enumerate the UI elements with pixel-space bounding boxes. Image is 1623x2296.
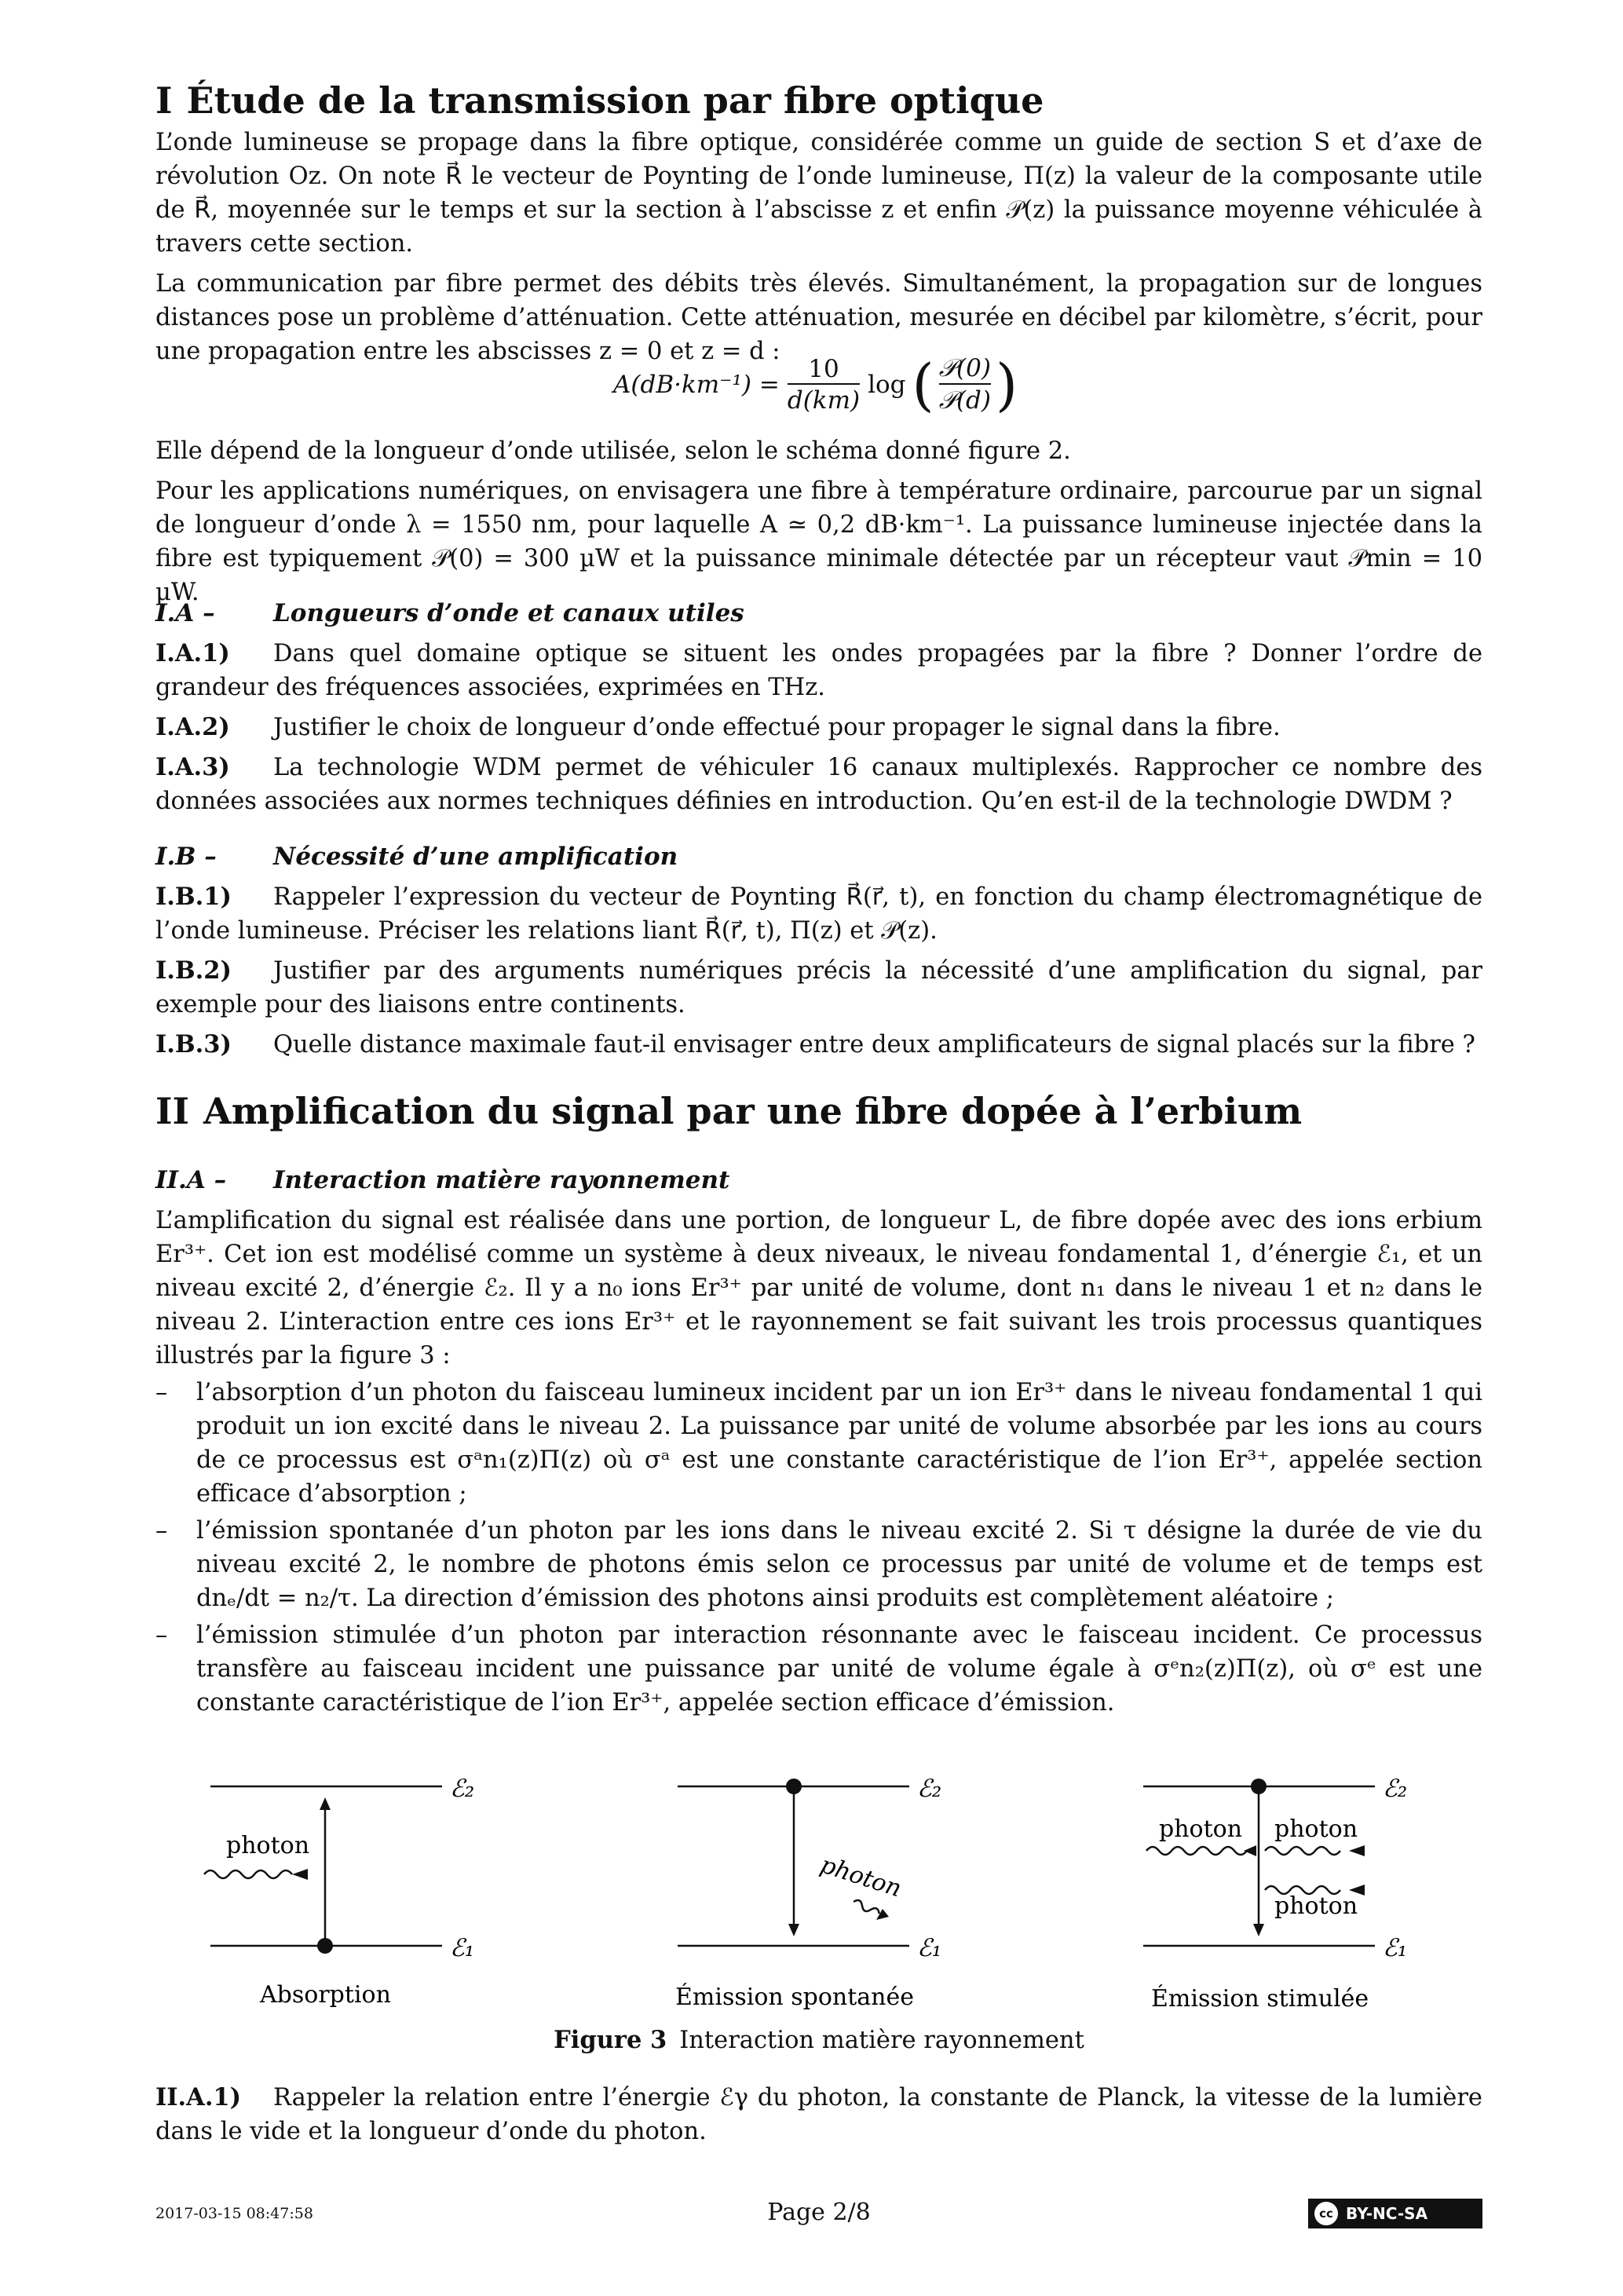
- process-list: [155, 1376, 1482, 1720]
- process-spontaneous: – l’émission spontanée d’un photon par les ions dans le niveau excité 2. Si τ désigne la durée de vie du niveau excité 2, le nombre de photons émis selon ce processus par unité de volume et de temps est dnₑ/dt = n₂/τ. La direction d’émission des photons ainsi produits est complètement aléatoire ;: [155, 1517, 1482, 1612]
- process-absorption: – l’absorption d’un photon du faisceau lumineux incident par un ion Er³⁺ dans le niveau fondamental 1 qui produit un ion excité dans le niveau 2. La puissance par unité de volume absorbée par les ions au cours de ce processus est σᵃn₁(z)Π(z) où σᵃ est une constante caractéristique de l’ion Er³⁺, appelée section efficace d’absorption ;: [155, 1379, 1482, 1508]
- paragraph-figure-ref: Elle dépend de la longueur d’onde utilisée, selon le schéma donné figure 2.: [155, 437, 1071, 465]
- section-2: [155, 1088, 1482, 1135]
- level-e2-label: ℰ₂: [450, 1775, 475, 1803]
- equation-log: log: [868, 371, 906, 399]
- stimulated-emission-diagram: [1143, 1775, 1407, 2013]
- spontaneous-label: Émission spontanée: [675, 1983, 914, 2011]
- figure-3-diagram: [155, 1763, 1482, 2022]
- equation-fraction-2: 𝒫(0) 𝒫(d): [938, 354, 991, 415]
- svg-text:ℰ₂: ℰ₂: [1383, 1775, 1408, 1803]
- svg-text:ℰ₁: ℰ₁: [1383, 1934, 1408, 1962]
- section-2-heading: II Amplification du signal par une fibre dopée à l’erbium: [155, 1090, 1303, 1132]
- absorption-diagram: [204, 1775, 474, 2009]
- section-1-body: [155, 126, 1482, 368]
- attenuation-equation: A(dB·km⁻¹) = $\frac{10}{d(km)}$ log ( 𝒫(0) 𝒫(d) ): [613, 352, 1018, 418]
- subsection-IB: [155, 840, 1482, 1062]
- photon-label-rotated: photon: [817, 1851, 905, 1903]
- absorption-label: Absorption: [260, 1981, 391, 2009]
- subsection-IB-heading: I.B – Nécessité d’une amplification: [155, 843, 678, 871]
- figure-3-caption: [155, 2026, 1482, 2054]
- subsection-IIA: [155, 1164, 1482, 1723]
- photon-label: photon: [226, 1832, 310, 1859]
- process-stimulated: – l’émission stimulée d’un photon par interaction résonnante avec le faisceau incident. Ce processus transfère au faisceau incident une puissance par unité de volume égale à σᵉn₂(z)Π(z), où σᵉ est une constante caractéristique de l’ion Er³⁺, appelée section efficace d’émission.: [155, 1621, 1482, 1717]
- caption-label: Figure 3: [554, 2026, 667, 2054]
- subsection-IIA-heading: II.A – Interaction matière rayonnement: [155, 1166, 730, 1194]
- section-1: [155, 77, 1482, 124]
- stimulated-label: Émission stimulée: [1151, 1985, 1369, 2013]
- equation-fraction-1: $\frac{10}{d(km)}$: [787, 355, 861, 415]
- license-label: BY-NC-SA: [1346, 2204, 1428, 2223]
- paragraph-attenuation: La communication par fibre permet des débits très élevés. Simultanément, la propagation sur de longues distances pose un problème d’atténuation. Cette atténuation, mesurée en décibel par kilomètre, s’écrit, pour une propagation entre les abscisses z = 0 et z = d :: [155, 270, 1482, 365]
- question-IIA1-block: [155, 2081, 1482, 2148]
- creative-commons-icon: cc: [1313, 2200, 1340, 2227]
- svg-text:photon: photon: [1159, 1815, 1243, 1843]
- cc-license-badge: [1308, 2199, 1482, 2228]
- equation-lhs: A(dB·km⁻¹) =: [613, 371, 780, 399]
- question-IIA1: II.A.1) Rappeler la relation entre l’énergie ℰγ du photon, la constante de Planck, la vitesse de la lumière dans le vide et la longueur d’onde du photon.: [155, 2083, 1482, 2145]
- question-IB1: I.B.1) Rappeler l’expression du vecteur de Poynting R⃗(r⃗, t), en fonction du champ électromagnétique de l’onde lumineuse. Préciser les relations liant R⃗(r⃗, t), Π(z) et 𝒫(z).: [155, 883, 1482, 945]
- caption-text: Interaction matière rayonnement: [679, 2027, 1084, 2054]
- footer-page-number: Page 2/8: [767, 2199, 871, 2226]
- spontaneous-emission-diagram: [675, 1775, 941, 2011]
- question-IA1: I.A.1) Dans quel domaine optique se situent les ondes propagées par la fibre ? Donner l’ordre de grandeur des fréquences associées, exprimées en THz.: [155, 639, 1482, 701]
- subsection-IA-heading: I.A – Longueurs d’onde et canaux utiles: [155, 599, 744, 627]
- section-1-body-2: [155, 434, 1482, 609]
- svg-text:photon: photon: [1274, 1892, 1358, 1920]
- section-1-heading: I Étude de la transmission par fibre optique: [155, 79, 1044, 122]
- svg-text:photon: photon: [1274, 1815, 1358, 1843]
- subsection-IA: [155, 597, 1482, 818]
- question-IB2: I.B.2) Justifier par des arguments numériques précis la nécessité d’une amplification du signal, par exemple pour des liaisons entre continents.: [155, 956, 1482, 1018]
- paragraph-intro: L’onde lumineuse se propage dans la fibre optique, considérée comme un guide de section S et d’axe de révolution Oz. On note R⃗ le vecteur de Poynting de l’onde lumineuse, Π(z) la valeur de la composante utile de R⃗, moyennée sur le temps et sur la section à l’abscisse z et enfin 𝒫(z) la puissance moyenne véhiculée à travers cette section.: [155, 129, 1482, 258]
- question-IA2: I.A.2) Justifier le choix de longueur d’onde effectué pour propager le signal dans la fibre.: [155, 713, 1281, 741]
- question-IB3: I.B.3) Quelle distance maximale faut-il envisager entre deux amplificateurs de signal placés sur la fibre ?: [155, 1030, 1475, 1058]
- svg-text:ℰ₂: ℰ₂: [917, 1775, 942, 1803]
- question-IA3: I.A.3) La technologie WDM permet de véhiculer 16 canaux multiplexés. Rapprocher ce nombre des données associées aux normes techniques définies en introduction. Qu’en est-il de la technologie DWDM ?: [155, 753, 1482, 815]
- page-footer: [155, 2199, 1482, 2230]
- paragraph-erbium: L’amplification du signal est réalisée dans une portion, de longueur L, de fibre dopée avec des ions erbium Er³⁺. Cet ion est modélisé comme un système à deux niveaux, le niveau fondamental 1, d’énergie ℰ₁, et un niveau excité 2, d’énergie ℰ₂. Il y a n₀ ions Er³⁺ par unité de volume, dont n₁ dans le niveau 1 et n₂ dans le niveau 2. L’interaction entre ces ions Er³⁺ et le rayonnement se fait suivant les trois processus quantiques illustrés par la figure 3 :: [155, 1207, 1482, 1369]
- paragraph-numerics: Pour les applications numériques, on envisagera une fibre à température ordinaire, parcourue par un signal de longueur d’onde λ = 1550 nm, pour laquelle A ≃ 0,2 dB·km⁻¹. La puissance lumineuse injectée dans la fibre est typiquement 𝒫(0) = 300 µW et la puissance minimale détectée par un récepteur vaut 𝒫min = 10 µW.: [155, 477, 1482, 606]
- ion-dot: [317, 1938, 333, 1954]
- level-e1-label: ℰ₁: [450, 1934, 475, 1962]
- svg-text:ℰ₁: ℰ₁: [917, 1934, 942, 1962]
- photon-wave: [204, 1870, 292, 1878]
- footer-date: 2017-03-15 08:47:58: [155, 2205, 313, 2222]
